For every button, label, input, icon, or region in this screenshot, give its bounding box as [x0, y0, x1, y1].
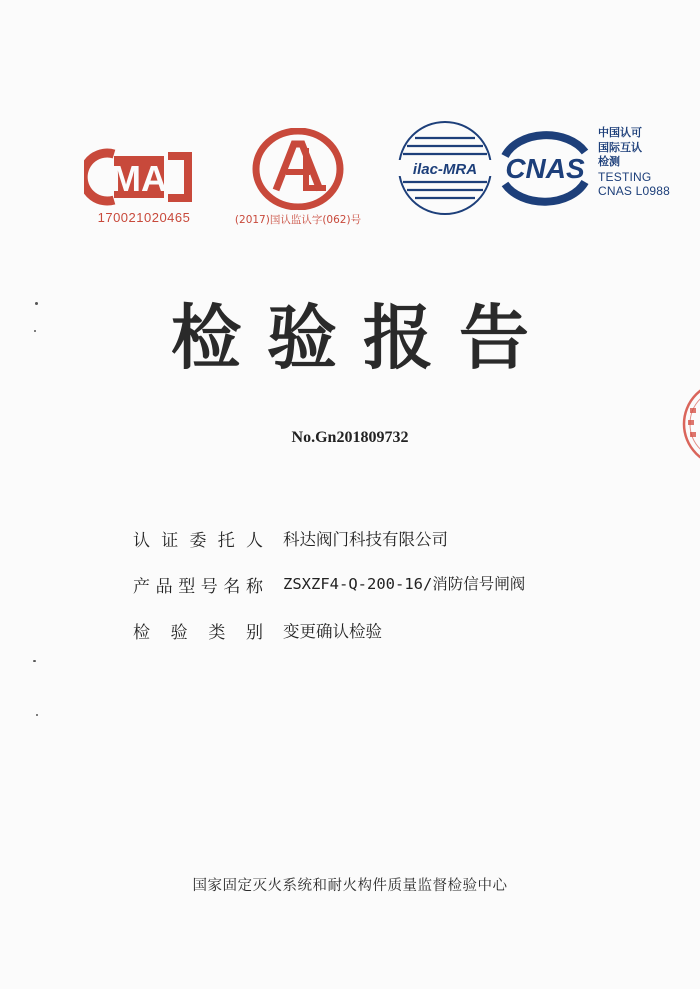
- ilac-globe-icon: [395, 118, 495, 218]
- official-seal-icon: [672, 374, 700, 474]
- ilac-text: ilac-MRA: [412, 161, 478, 178]
- svg-text:MA: MA: [111, 158, 167, 199]
- ilac-mra-logo: [395, 118, 495, 218]
- cnas-line-4: TESTING: [598, 169, 652, 184]
- cma-code: 170021020465: [97, 210, 191, 225]
- info-label-category: 检 验 类 别: [133, 623, 263, 643]
- cal-code: (2017)国认监认字(062)号: [234, 214, 362, 226]
- scan-speck: [33, 660, 36, 662]
- cnas-line-2: 国际互认: [598, 140, 642, 154]
- cnas-mark-text: CNAS: [505, 153, 585, 184]
- cnas-mark-icon: [493, 128, 597, 208]
- report-title: 检验报告: [171, 297, 555, 379]
- cma-mark-icon: [84, 146, 204, 208]
- cnas-logo: [493, 128, 597, 208]
- scan-speck: [34, 330, 36, 332]
- info-value-client: 科达阀门科技有限公司: [283, 530, 448, 549]
- report-number: No.Gn201809732: [291, 429, 409, 446]
- issuing-organization: 国家固定灭火系统和耐火构件质量监督检验中心: [192, 878, 508, 894]
- scan-speck: [35, 302, 38, 305]
- info-value-category: 变更确认检验: [283, 622, 382, 641]
- cal-mark-icon: [228, 128, 368, 210]
- info-label-client: 认 证 委 托 人: [133, 531, 263, 551]
- scan-speck: [36, 714, 38, 716]
- cnas-caption: [598, 126, 698, 199]
- cnas-line-3: 检测: [598, 155, 620, 168]
- cnas-line-1: 中国认可: [598, 126, 642, 139]
- cal-logo: [228, 128, 368, 228]
- cma-logo: [84, 146, 204, 226]
- info-value-product: ZSXZF4-Q-200-16/消防信号闸阀: [283, 575, 526, 593]
- info-label-product: 产 品 型 号 名 称: [133, 577, 263, 597]
- cnas-line-5: CNAS L0988: [598, 184, 671, 198]
